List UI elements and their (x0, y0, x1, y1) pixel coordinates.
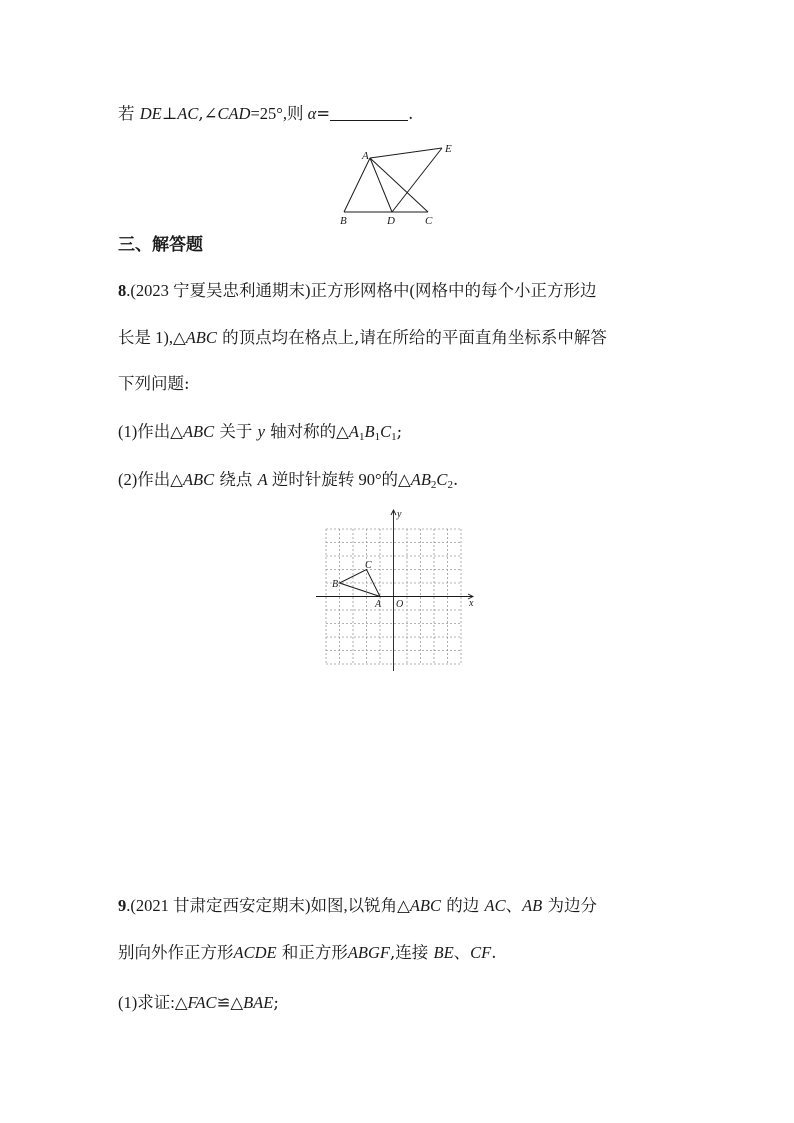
q8-line3: 下列问题: (118, 374, 190, 393)
x-axis-label: x (469, 598, 474, 609)
fig7-segment-ad (370, 158, 392, 212)
section-title: 三、解答题 (118, 235, 203, 255)
q8-line2: 长是 1),△ABC 的顶点均在格点上,请在所给的平面直角坐标系中解答 (118, 328, 607, 347)
q9-line1: 9.(2021 甘肃定西安定期末)如图,以锐角△ABC 的边 AC、AB 为边分 (118, 896, 597, 915)
q8-part1: (1)作出△ABC 关于 y 轴对称的$\triangle A_1B_1C_1$; (118, 422, 403, 443)
q8-line1: 8.(2023 宁夏吴忠利通期末)正方形网格中(网格中的每个小正方形边 (118, 281, 597, 300)
fig7-label-d: D (387, 215, 395, 227)
q7-line: 若 DE⊥AC,∠CAD=25°,则 α= . (118, 104, 414, 123)
origin-label: O (396, 599, 404, 610)
fig7-segment-ab (344, 158, 370, 212)
q9-line2: 别向外作正方形ACDE 和正方形ABGF,连接 BE、CF. (118, 943, 497, 962)
fig7-label-e: E (445, 143, 452, 155)
fig7-label-a: A (362, 150, 369, 162)
q9-part1: (1)求证:△FAC≌△BAE; (118, 993, 279, 1012)
fig8-label-c: C (365, 560, 372, 571)
fig8-label-b: B (332, 579, 339, 590)
q7-de: DE (139, 104, 162, 123)
q8-grid-figure (312, 505, 484, 677)
fig7-segment-ae (370, 148, 442, 158)
fig7-label-b: B (340, 215, 347, 227)
fig8-label-a: A (375, 599, 382, 610)
answer-blank[interactable] (330, 106, 408, 121)
fig7-segment-ac (370, 158, 428, 212)
y-axis-label: y (397, 509, 402, 520)
q8-part2: (2)作出△ABC 绕点 A 逆时针旋转 90°的$\triangle AB_2C_2$. (118, 470, 459, 491)
q7-figure (330, 140, 470, 228)
fig7-label-c: C (425, 215, 433, 227)
